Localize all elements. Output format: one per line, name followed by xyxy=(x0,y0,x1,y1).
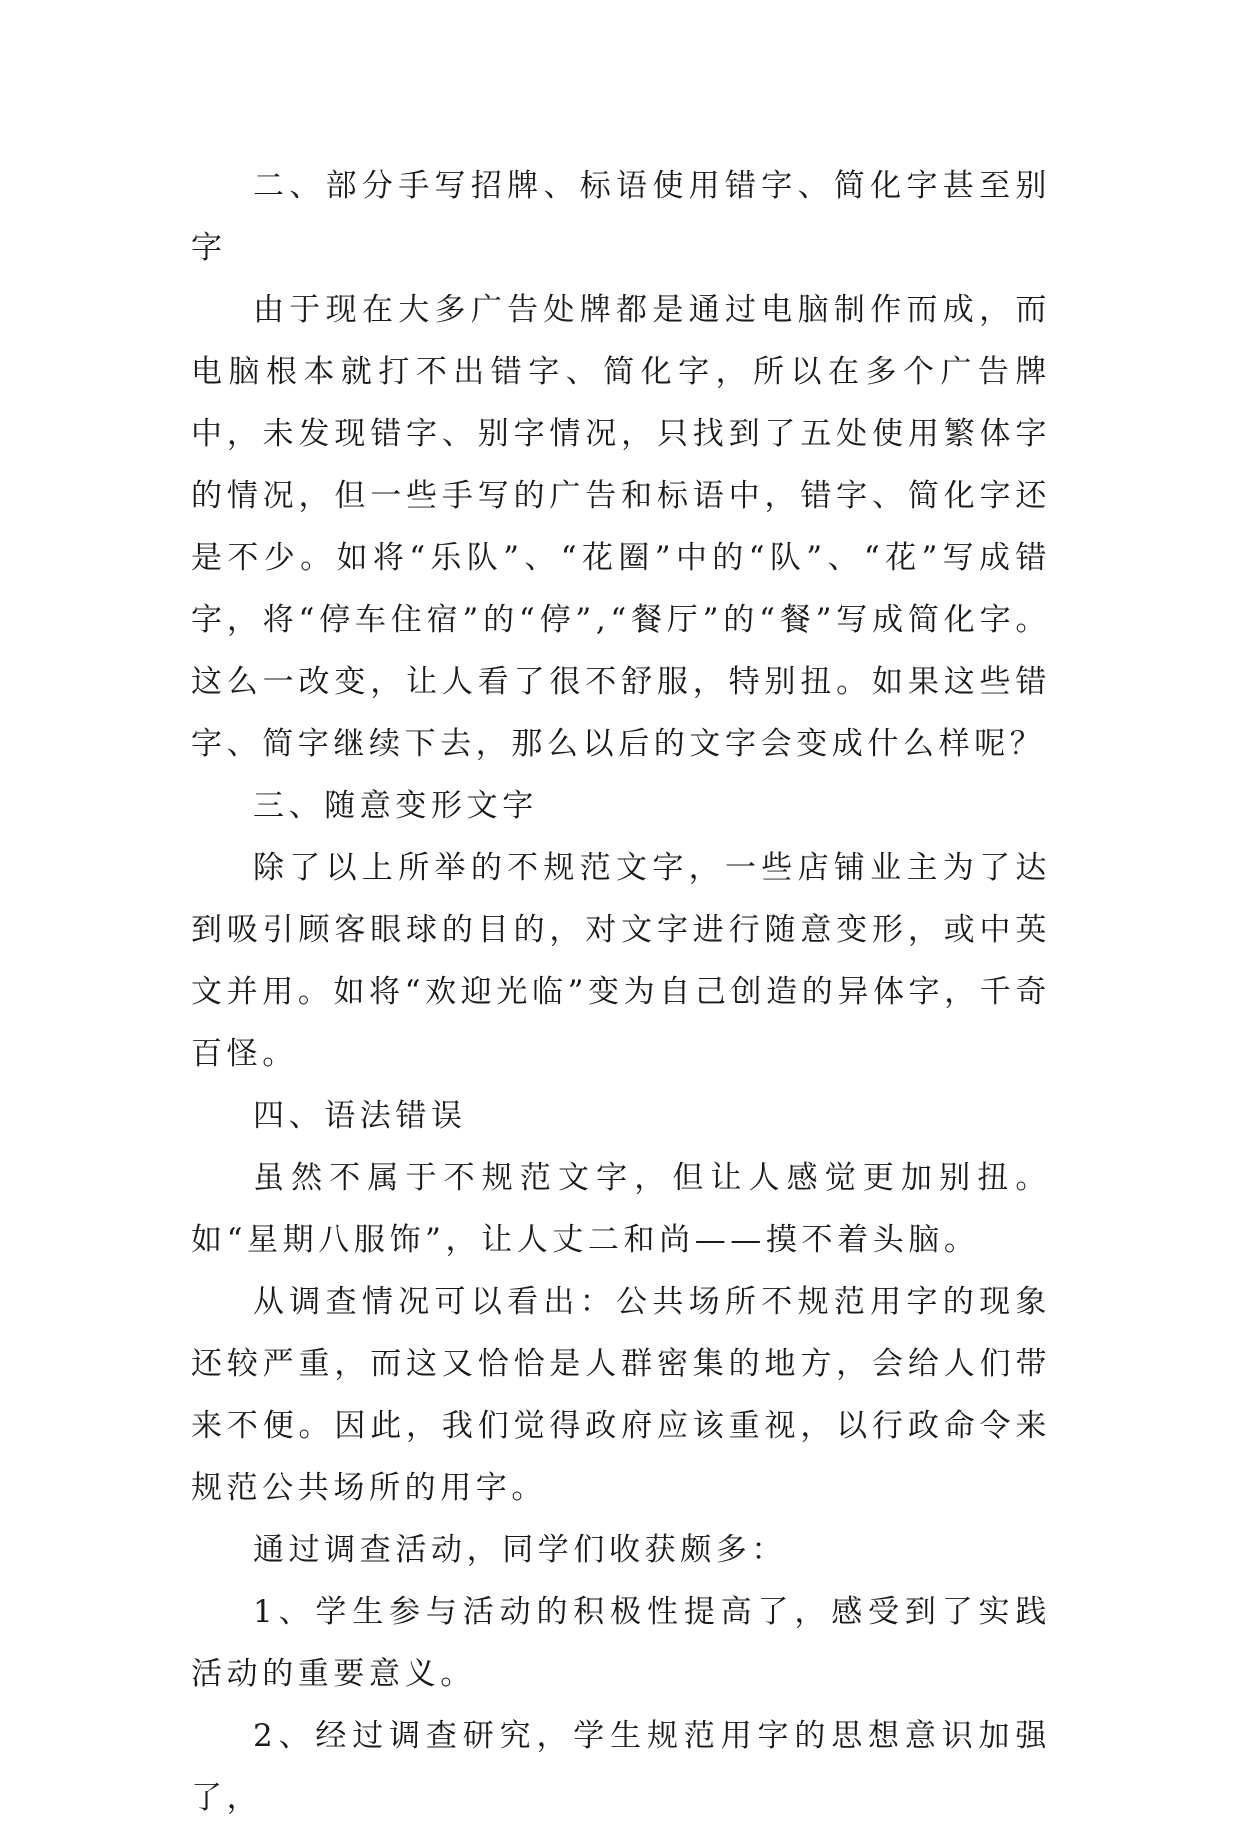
list-item-gain-2: 2、经过调查研究，学生规范用字的思想意识加强了， xyxy=(191,1718,1051,1816)
section-heading-3: 三、随意变形文字 xyxy=(253,788,538,824)
paragraph-conclusion: 从调查情况可以看出：公共场所不规范用字的现象还较严重，而这又恰恰是人群密集的地方，会给人们带来不便。因此，我们觉得政府应该重视，以行政命令来规范公共场所的用字。 xyxy=(191,1284,1051,1506)
section-heading-2: 二、部分手写招牌、标语使用错字、简化字甚至别字 xyxy=(191,168,1051,266)
paragraph-deformed-text: 除了以上所举的不规范文字，一些店铺业主为了达到吸引顾客眼球的目的，对文字进行随意变形，或中英文并用。如将“欢迎光临”变为自己创造的异体字，千奇百怪。 xyxy=(191,850,1051,1072)
list-item-gain-1: 1、学生参与活动的积极性提高了，感受到了实践活动的重要意义。 xyxy=(191,1594,1051,1692)
section-heading-4: 四、语法错误 xyxy=(253,1098,467,1134)
paragraph-handwritten-signs: 由于现在大多广告处牌都是通过电脑制作而成，而电脑根本就打不出错字、简化字，所以在多个广告牌中，未发现错字、别字情况，只找到了五处使用繁体字的情况，但一些手写的广告和标语中，错字、简化字还是不少。如将“乐队”、“花圈”中的“队”、“花”写成错字，将“停车住宿”的“停”,“餐厅”的“餐”写成简化字。这么一改变，让人看了很不舒服，特别扭。如果这些错字、简字继续下去，那么以后的文字会变成什么样呢？ xyxy=(191,292,1051,762)
paragraph-gains-intro: 通过调查活动，同学们收获颇多： xyxy=(253,1532,787,1568)
paragraph-grammar-errors: 虽然不属于不规范文字，但让人感觉更加别扭。如“星期八服饰”，让人丈二和尚——摸不着头脑。 xyxy=(191,1160,1051,1258)
document-body xyxy=(191,155,1051,1829)
